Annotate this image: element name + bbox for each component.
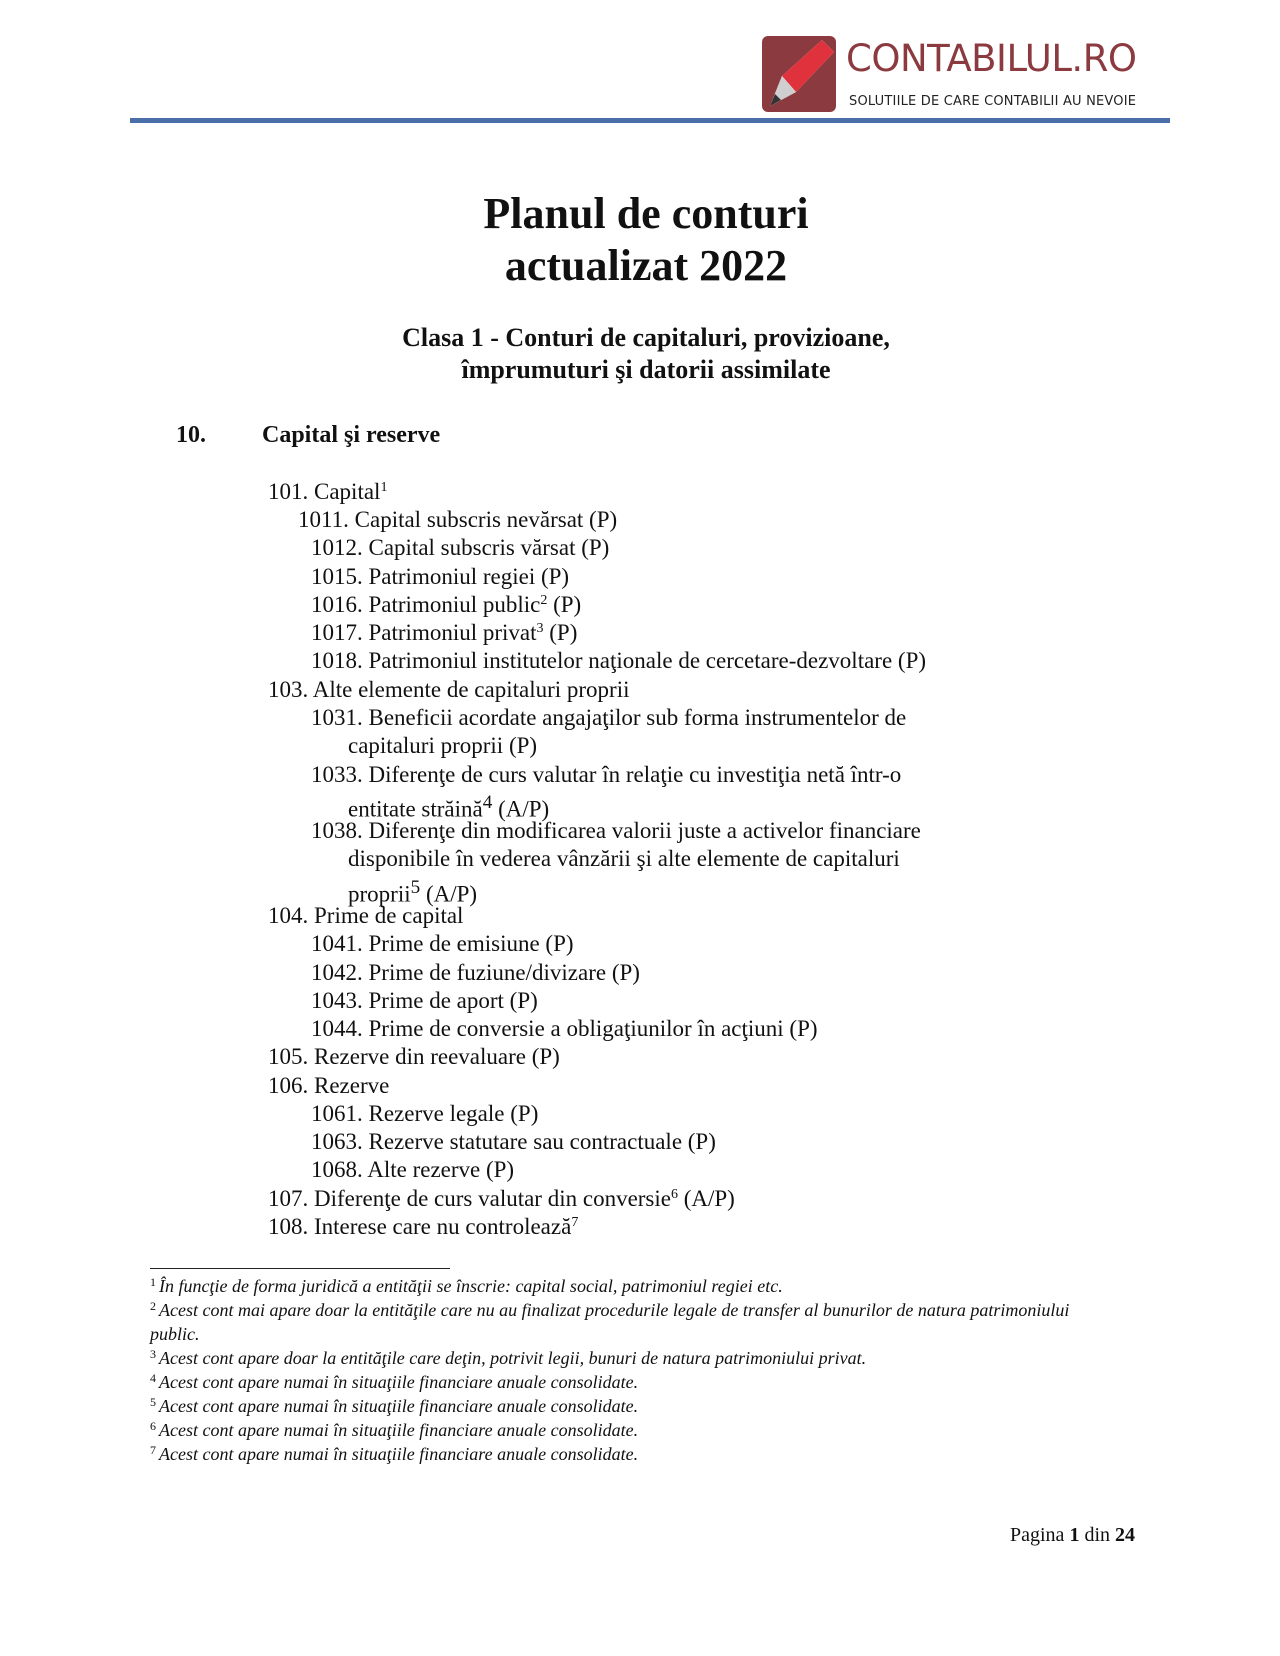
account-group-heading — [176, 420, 440, 450]
footnote-ref: 1 — [380, 480, 388, 495]
footnote-ref: 3 — [536, 621, 544, 636]
footnote-2: $^2$ Acest cont mai apare doar la entităţile care nu au finalizat procedurile legale de transfer al bunurilor de natura patrimoniului public. — [150, 1299, 1070, 1344]
account-1017: 1017. Patrimoniul privat$^3$ (P) — [311, 620, 578, 645]
account-107: 107. Diferenţe de curs valutar din conversie$^6$ (A/P) — [268, 1186, 735, 1211]
footnote-1: $^1$ În funcţie de forma juridică a entităţii se înscrie: capital social, patrimoniul regiei etc. — [150, 1275, 783, 1296]
logo-pencil-icon — [762, 36, 836, 112]
group-name: Capital şi reserve — [262, 422, 441, 448]
account-104: 104. Prime de capital — [268, 903, 464, 928]
account-108: 108. Interese care nu controlează$^7$ — [268, 1214, 579, 1239]
account-1063: 1063. Rezerve statutare sau contractuale (P) — [311, 1129, 716, 1154]
footnote-4: $^4$ Acest cont apare numai în situaţiile financiare anuale consolidate. — [150, 1371, 639, 1392]
account-1015: 1015. Patrimoniul regiei (P) — [311, 564, 570, 589]
page-number: Pagina 1 din 24 — [1010, 1524, 1135, 1546]
account-1012: 1012. Capital subscris vărsat (P) — [311, 535, 610, 560]
footnote-5: $^5$ Acest cont apare numai în situaţiile financiare anuale consolidate. — [150, 1395, 639, 1416]
account-1033: 1033. Diferenţe de curs valutar în relaţie cu investiţia netă într-o — [311, 762, 902, 787]
footnote-3: $^3$ Acest cont apare doar la entităţile care deţin, potrivit legii, bunuri de natura patrimoniului privat. — [150, 1347, 867, 1368]
footnote-6: $^6$ Acest cont apare numai în situaţiile financiare anuale consolidate. — [150, 1419, 639, 1440]
group-number: 10. — [176, 422, 206, 448]
account-1041: 1041. Prime de emisiune (P) — [311, 931, 574, 956]
footnote-ref: 2 — [540, 593, 548, 608]
document-title — [0, 188, 1280, 292]
account-103: 103. Alte elemente de capitaluri proprii — [268, 677, 630, 702]
account-1042: 1042. Prime de fuziune/divizare (P) — [311, 960, 640, 985]
account-1038: 1038. Diferenţe din modificarea valorii juste a activelor financiare — [311, 818, 921, 843]
contabilul-logo — [762, 36, 1142, 116]
account-1068: 1068. Alte rezerve (P) — [311, 1157, 515, 1182]
account-106: 106. Rezerve — [268, 1073, 390, 1098]
account-1018: 1018. Patrimoniul institutelor naţionale de cercetare-dezvoltare (P) — [311, 648, 927, 673]
account-1016: 1016. Patrimoniul public$^2$ (P) — [311, 592, 582, 617]
footnote-ref: 5 — [410, 877, 421, 898]
class-heading-line-2: împrumuturi şi datorii assimilate — [461, 355, 831, 384]
header-divider — [130, 118, 1170, 123]
footnote-7: $^7$ Acest cont apare numai în situaţiile financiare anuale consolidate. — [150, 1443, 639, 1464]
logo-name: CONTABILUL.RO — [846, 37, 1137, 80]
page-header — [0, 0, 1280, 130]
account-1031-continued: capitaluri proprii (P) — [348, 733, 538, 758]
account-101: 101. Capital$^1$ — [268, 479, 388, 504]
account-1011: 1011. Capital subscris nevărsat (P) — [298, 507, 618, 532]
account-105: 105. Rezerve din reevaluare (P) — [268, 1044, 560, 1069]
account-1038-continued: disponibile în vederea vânzării şi alte elemente de capitaluri — [348, 846, 900, 871]
account-1061: 1061. Rezerve legale (P) — [311, 1101, 539, 1126]
footnote-ref: 6 — [670, 1187, 678, 1202]
account-1043: 1043. Prime de aport (P) — [311, 988, 538, 1013]
account-1044: 1044. Prime de conversie a obligaţiunilor în acţiuni (P) — [311, 1016, 818, 1041]
account-1031: 1031. Beneficii acordate angajaţilor sub forma instrumentelor de — [311, 705, 907, 730]
class-heading — [0, 322, 1280, 386]
footnote-divider — [150, 1268, 450, 1269]
account-1038-continued-2: proprii$^5$ (A/P) — [348, 877, 478, 907]
logo-tagline: SOLUTIILE DE CARE CONTABILII AU NEVOIE — [849, 94, 1137, 109]
footnote-ref: 4 — [482, 792, 493, 813]
account-1033-continued: entitate străină$^4$ (A/P) — [348, 792, 550, 822]
title-line-1: Planul de conturi — [483, 189, 809, 238]
class-heading-line-1: Clasa 1 - Conturi de capitaluri, provizioane, — [402, 323, 890, 352]
footnote-ref: 7 — [571, 1215, 579, 1230]
title-line-2: actualizat 2022 — [504, 241, 788, 290]
